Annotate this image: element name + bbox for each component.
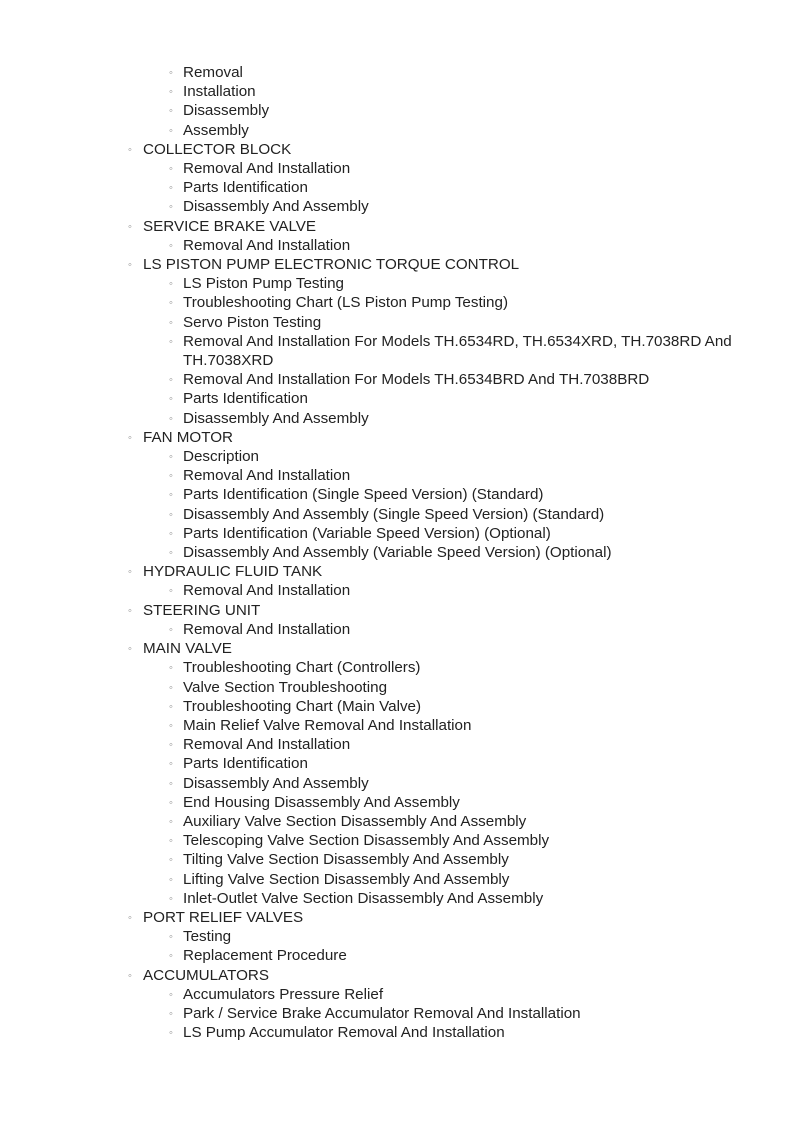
toc-subitem [0, 889, 794, 908]
subsection-label: Disassembly And Assembly [183, 198, 369, 216]
subsection-label: Parts Identification [183, 390, 308, 408]
subsection-label: Disassembly And Assembly [183, 409, 369, 427]
bullet-icon: ◦ [128, 911, 132, 924]
subsection-label: Disassembly And Assembly (Variable Speed Version) (Optional) [183, 544, 612, 562]
toc-section [0, 217, 794, 236]
toc-subitem [0, 793, 794, 812]
toc-section [0, 255, 794, 274]
section-title: ACCUMULATORS [143, 966, 270, 984]
subsection-label: Parts Identification [183, 179, 308, 197]
bullet-icon: ◦ [169, 758, 173, 771]
toc-subitem [0, 697, 794, 716]
bullet-icon: ◦ [169, 105, 173, 118]
toc-subitem [0, 101, 794, 120]
bullet-icon: ◦ [169, 316, 173, 329]
subsection-label: Valve Section Troubleshooting [183, 678, 388, 696]
toc-section [0, 908, 794, 927]
subsection-label: Removal And Installation [183, 620, 351, 638]
bullet-icon: ◦ [169, 854, 173, 867]
toc-subitem [0, 505, 794, 524]
bullet-icon: ◦ [169, 662, 173, 675]
bullet-icon: ◦ [128, 220, 132, 233]
bullet-icon: ◦ [128, 431, 132, 444]
bullet-icon: ◦ [169, 700, 173, 713]
toc-subitem [0, 543, 794, 562]
bullet-icon: ◦ [169, 67, 173, 79]
toc-subitem [0, 927, 794, 946]
bullet-icon: ◦ [169, 1007, 173, 1020]
subsection-label: Inlet-Outlet Valve Section Disassembly And Assembly [183, 889, 544, 907]
toc-subitem [0, 716, 794, 735]
toc-subitem [0, 370, 794, 389]
bullet-icon: ◦ [169, 739, 173, 752]
toc-subitem [0, 850, 794, 869]
subsection-label: Auxiliary Valve Section Disassembly And Assembly [183, 812, 527, 830]
subsection-label: Tilting Valve Section Disassembly And Assembly [183, 851, 509, 869]
subsection-label: Removal And Installation For Models TH.6534BRD And TH.7038BRD [183, 371, 650, 389]
subsection-label: Removal And Installation [183, 582, 351, 600]
subsection-label: Testing [183, 928, 232, 946]
toc-subitem [0, 774, 794, 793]
bullet-icon: ◦ [128, 604, 132, 617]
subsection-label: Parts Identification [183, 755, 308, 773]
bullet-icon: ◦ [169, 815, 173, 828]
subsection-label: Disassembly [183, 102, 270, 120]
subsection-label: Removal And Installation [183, 160, 351, 178]
toc-subitem [0, 620, 794, 639]
toc-subitem [0, 812, 794, 831]
bullet-icon: ◦ [169, 988, 173, 1001]
subsection-label: Disassembly And Assembly (Single Speed Version) (Standard) [183, 505, 605, 523]
bullet-icon: ◦ [169, 278, 173, 291]
toc-subitem [0, 1023, 794, 1042]
bullet-icon: ◦ [169, 950, 173, 963]
bullet-icon: ◦ [169, 451, 173, 464]
bullet-icon: ◦ [169, 86, 173, 99]
bullet-icon: ◦ [169, 239, 173, 252]
toc-subitem [0, 389, 794, 408]
toc-subitem [0, 409, 794, 428]
bullet-icon: ◦ [169, 931, 173, 944]
bullet-icon: ◦ [169, 547, 173, 560]
bullet-icon: ◦ [169, 681, 173, 694]
subsection-label: Troubleshooting Chart (Controllers) [183, 659, 421, 677]
toc-subitem [0, 735, 794, 754]
bullet-icon: ◦ [128, 143, 132, 156]
toc-subitem [0, 831, 794, 850]
subsection-label: Removal [183, 64, 243, 81]
bullet-icon: ◦ [169, 777, 173, 790]
subsection-label: Replacement Procedure [183, 947, 347, 965]
toc-subitem [0, 946, 794, 965]
toc-section [0, 562, 794, 581]
subsection-label: End Housing Disassembly And Assembly [183, 793, 460, 811]
bullet-icon: ◦ [169, 508, 173, 521]
toc-subitem [0, 524, 794, 543]
subsection-label: LS Piston Pump Testing [183, 275, 344, 293]
toc-subitem [0, 313, 794, 332]
bullet-icon: ◦ [169, 719, 173, 732]
bullet-icon: ◦ [169, 182, 173, 195]
bullet-icon: ◦ [169, 470, 173, 483]
subsection-label: Parts Identification (Variable Speed Version) (Optional) [183, 524, 551, 542]
subsection-label: Description [183, 448, 259, 466]
bullet-icon: ◦ [169, 527, 173, 540]
toc-subitem [0, 236, 794, 255]
bullet-icon: ◦ [169, 623, 173, 636]
bullet-icon: ◦ [169, 873, 173, 886]
bullet-icon: ◦ [128, 566, 132, 579]
section-title: FAN MOTOR [143, 428, 234, 446]
toc-subitem [0, 274, 794, 293]
table-of-contents [0, 63, 794, 1042]
subsection-label: Lifting Valve Section Disassembly And Assembly [183, 870, 510, 888]
toc-subitem [0, 870, 794, 889]
section-title: MAIN VALVE [143, 640, 232, 658]
subsection-label: Accumulators Pressure Relief [183, 985, 384, 1003]
subsection-label: Removal And Installation [183, 467, 351, 485]
bullet-icon: ◦ [169, 892, 173, 905]
subsection-label: LS Pump Accumulator Removal And Installation [183, 1024, 505, 1042]
section-title: LS PISTON PUMP ELECTRONIC TORQUE CONTROL [143, 256, 520, 274]
bullet-icon: ◦ [128, 259, 132, 272]
section-title: PORT RELIEF VALVES [143, 908, 304, 926]
subsection-label: Park / Service Brake Accumulator Removal And Installation [183, 1004, 581, 1022]
toc-section [0, 140, 794, 159]
subsection-label: Removal And Installation For Models TH.6534RD, TH.6534XRD, TH.7038RD And TH.7038XRD [183, 332, 732, 370]
toc-section [0, 428, 794, 447]
subsection-label: Assembly [183, 121, 249, 139]
toc-subitem [0, 678, 794, 697]
section-title: COLLECTOR BLOCK [143, 140, 292, 158]
toc-subitem [0, 1004, 794, 1023]
toc-subitem [0, 159, 794, 178]
bullet-icon: ◦ [169, 489, 173, 502]
toc-subitem [0, 581, 794, 600]
bullet-icon: ◦ [169, 1027, 173, 1040]
bullet-icon: ◦ [169, 412, 173, 425]
subsection-label: Telescoping Valve Section Disassembly And Assembly [183, 832, 550, 850]
bullet-icon: ◦ [169, 297, 173, 310]
toc-subitem [0, 178, 794, 197]
bullet-icon: ◦ [128, 643, 132, 656]
toc-subitem [0, 447, 794, 466]
bullet-icon: ◦ [169, 796, 173, 809]
bullet-icon: ◦ [169, 835, 173, 848]
bullet-icon: ◦ [169, 393, 173, 406]
toc-subitem [0, 293, 794, 312]
subsection-label: Disassembly And Assembly [183, 774, 369, 792]
bullet-icon: ◦ [169, 201, 173, 214]
subsection-label: Removal And Installation [183, 236, 351, 254]
subsection-label: Parts Identification (Single Speed Version) (Standard) [183, 486, 544, 504]
bullet-icon: ◦ [169, 585, 173, 598]
bullet-icon: ◦ [169, 163, 173, 176]
subsection-label: Installation [183, 83, 256, 101]
toc-section [0, 966, 794, 985]
section-title: HYDRAULIC FLUID TANK [143, 563, 323, 581]
toc-section [0, 639, 794, 658]
toc-subitem [0, 754, 794, 773]
bullet-icon: ◦ [128, 969, 132, 982]
bullet-icon: ◦ [169, 374, 173, 387]
section-title: STEERING UNIT [143, 601, 261, 619]
bullet-icon: ◦ [169, 124, 173, 137]
subsection-label: Troubleshooting Chart (Main Valve) [183, 697, 422, 715]
toc-subitem [0, 63, 794, 82]
bullet-icon: ◦ [169, 335, 173, 348]
subsection-label: Main Relief Valve Removal And Installation [183, 716, 472, 734]
subsection-label: Removal And Installation [183, 736, 351, 754]
toc-subitem [0, 985, 794, 1004]
toc-subitem [0, 485, 794, 504]
toc-subitem [0, 466, 794, 485]
toc-subitem [0, 82, 794, 101]
section-title: SERVICE BRAKE VALVE [143, 217, 317, 235]
toc-subitem [0, 658, 794, 677]
toc-subitem [0, 197, 794, 216]
toc-section [0, 601, 794, 620]
toc-subitem [0, 332, 794, 370]
toc-page [0, 63, 794, 1042]
subsection-label: Servo Piston Testing [183, 313, 322, 331]
subsection-label: Troubleshooting Chart (LS Piston Pump Testing) [183, 294, 509, 312]
toc-subitem [0, 121, 794, 140]
